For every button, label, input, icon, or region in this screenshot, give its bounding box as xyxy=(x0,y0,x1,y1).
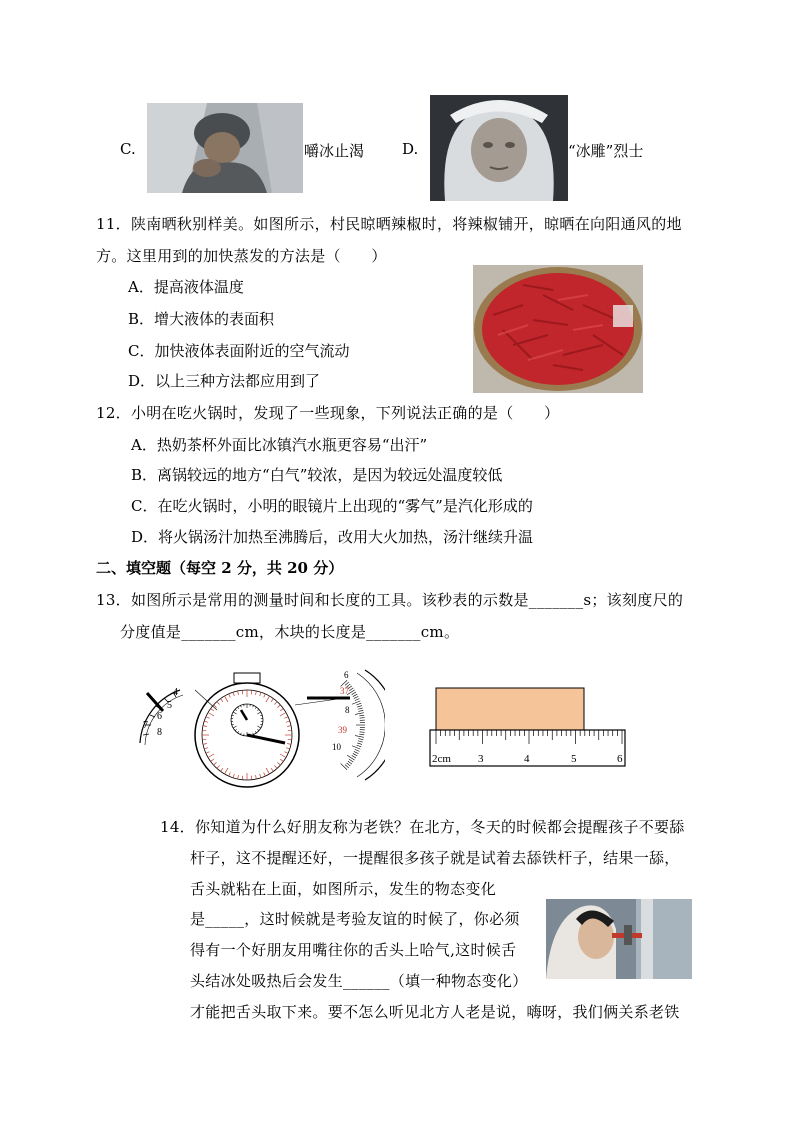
sec-tick-10: 10 xyxy=(332,742,341,752)
tick-mark xyxy=(358,708,363,709)
tick-mark xyxy=(349,688,353,691)
option-c-letter: C. xyxy=(120,140,136,158)
tick-mark xyxy=(345,765,349,768)
ice-sculpture-soldier-photo xyxy=(430,95,568,201)
tick-mark xyxy=(357,745,362,747)
min-tick-4: 4 xyxy=(173,687,178,698)
q11-line1: 11．陕南晒秋别样美。如图所示，村民晾晒辣椒时，将辣椒铺开，晾晒在向阳通风的地 xyxy=(96,215,682,233)
q14-line7: 才能把舌头取下来。要不怎么听见北方人老是说，嗨呀，我们俩关系老铁 xyxy=(190,1003,680,1021)
second-dial-arc xyxy=(365,670,385,780)
tick-mark xyxy=(353,753,357,755)
ruler-label-2cm: 2cm xyxy=(432,753,451,765)
soldier-eating-ice-photo xyxy=(147,103,303,193)
q14-line4: 是_____，这时候就是考验友谊的时候了，你必须 xyxy=(190,910,520,928)
q13-line2: 分度值是_______cm，木块的长度是_______cm。 xyxy=(120,623,460,641)
tick-mark xyxy=(358,710,363,711)
tick-mark xyxy=(359,715,364,716)
tick-mark xyxy=(345,682,349,685)
q13-line1: 13．如图所示是常用的测量时间和长度的工具。该秒表的示数是_______s；该刻度尺的 xyxy=(96,591,684,609)
tick-mark xyxy=(354,751,358,753)
q12-option-d: D．将火锅汤汁加热至沸腾后，改用大火加热，汤汁继续升温 xyxy=(131,528,534,546)
q11-option-a: A．提高液体温度 xyxy=(128,278,244,296)
sec-tick-39: 39 xyxy=(338,725,347,735)
section-two-heading: 二、填空题（每空 2 分，共 20 分） xyxy=(96,559,344,577)
tick-mark xyxy=(357,706,362,707)
tick-mark xyxy=(358,741,363,742)
ruler-label-5: 5 xyxy=(571,753,577,765)
tick-mark xyxy=(355,699,360,701)
q12-stem: 12．小明在吃火锅时，发现了一些现象，下列说法正确的是（ ） xyxy=(96,404,560,422)
tick-mark xyxy=(357,743,362,744)
q11-option-c: C．加快液体表面附近的空气流动 xyxy=(128,342,350,360)
minute-zoom-pointer xyxy=(147,693,163,711)
q14-line5: 得有一个好朋友用嘴往你的舌头上哈气,这时候舌 xyxy=(190,941,517,959)
tick-mark xyxy=(354,696,358,698)
tick-mark xyxy=(355,749,360,751)
q11-option-d: D．以上三种方法都应用到了 xyxy=(128,372,321,390)
ruler-label-4: 4 xyxy=(524,753,530,765)
drying-chili-photo xyxy=(473,265,643,393)
min-tick-6: 6 xyxy=(157,711,162,722)
tick-mark xyxy=(349,759,353,762)
tick-mark xyxy=(347,755,355,760)
min-tick-5: 5 xyxy=(167,700,172,711)
tick-mark xyxy=(352,692,356,695)
q12-option-a: A．热奶茶杯外面比冰镇汽水瓶更容易“出汗” xyxy=(131,436,428,454)
tongue-on-pole-photo xyxy=(546,899,692,979)
q14-line2: 杆子，这不提醒还好，一提醒很多孩子就是试着去舔铁杆子，结果一舔， xyxy=(190,849,680,867)
option-c-caption: 嚼冰止渴 xyxy=(304,142,365,160)
q12-option-b: B．离锅较远的地方“白气”较浓，是因为较远处温度较低 xyxy=(131,466,503,484)
tick-mark xyxy=(355,736,364,738)
tick-mark xyxy=(360,718,365,719)
tick-mark xyxy=(359,734,364,735)
wooden-block xyxy=(436,688,584,730)
tick-mark xyxy=(360,732,365,733)
ruler-figure xyxy=(428,686,628,768)
q12-option-c: C．在吃火锅时，小明的眼镜片上出现的“雾气”是汽化形成的 xyxy=(131,497,533,515)
q11-line2: 方。这里用到的加快蒸发的方法是（ ） xyxy=(96,247,387,265)
tick-mark xyxy=(347,763,351,766)
q14-line3: 舌头就粘在上面，如图所示，发生的物态变化 xyxy=(190,880,497,898)
option-d-caption: “冰雕”烈士 xyxy=(568,142,644,160)
q14-line1: 14．你知道为什么好朋友称为老铁？在北方，冬天的时候都会提醒孩子不要舔 xyxy=(160,818,685,836)
min-tick-7: 7 xyxy=(143,720,148,731)
tick-mark xyxy=(355,713,364,715)
tick-mark xyxy=(353,694,357,696)
stopwatch-figure xyxy=(135,665,385,790)
sec-tick-37: 37 xyxy=(340,686,349,696)
tick-mark xyxy=(357,703,362,705)
q11-option-b: B．增大液体的表面积 xyxy=(128,310,275,328)
ruler-label-6: 6 xyxy=(617,753,623,765)
sec-tick-6: 6 xyxy=(344,670,349,680)
tick-mark xyxy=(358,739,363,740)
option-d-letter: D. xyxy=(402,140,419,158)
tick-mark xyxy=(352,755,356,758)
tick-mark xyxy=(348,761,352,764)
min-tick-8: 8 xyxy=(157,727,162,738)
tick-mark xyxy=(341,764,348,770)
ruler-label-3: 3 xyxy=(478,753,484,765)
sec-tick-8: 8 xyxy=(345,705,350,715)
stopwatch-crown xyxy=(234,673,260,683)
q14-line6: 头结冰处吸热后会发生______（填一种物态变化） xyxy=(190,972,528,990)
